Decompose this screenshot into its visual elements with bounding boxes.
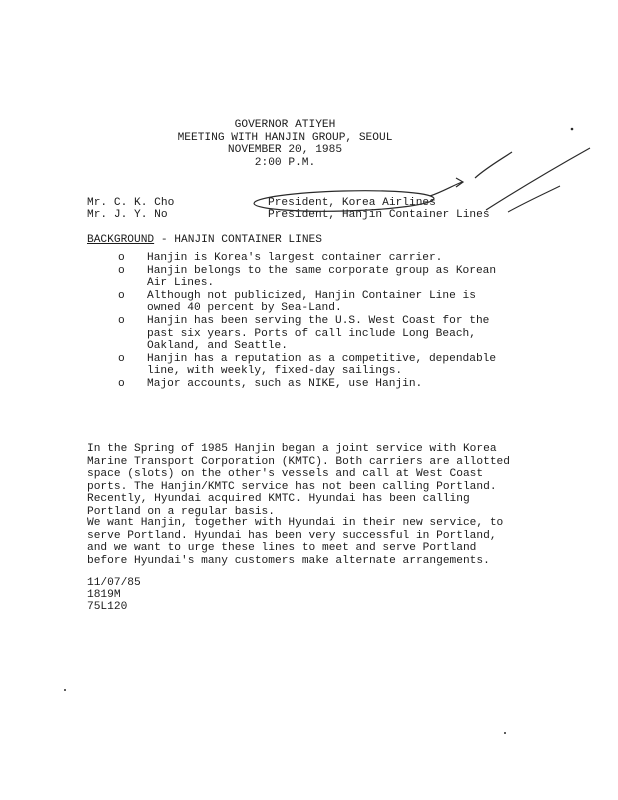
bullet-text: Hanjin is Korea's largest container carrier. bbox=[147, 252, 443, 264]
bullet-text: Hanjin has a reputation as a competitive, dependable line, with weekly, fixed-day sailings. bbox=[147, 352, 497, 378]
background-label: BACKGROUND bbox=[87, 234, 155, 246]
attendee-name-1: Mr. C. K. Cho bbox=[87, 197, 175, 209]
bullet-text: Major accounts, such as NIKE, use Hanjin. bbox=[147, 377, 423, 390]
background-subheading: - HANJIN CONTAINER LINES bbox=[154, 234, 322, 246]
footer-code-2: 75L120 bbox=[87, 601, 128, 613]
header-meeting: MEETING WITH HANJIN GROUP, SEOUL bbox=[177, 131, 393, 144]
header-date: NOVEMBER 20, 1985 bbox=[227, 144, 343, 157]
attendee-name-2: Mr. J. Y. No bbox=[87, 209, 168, 221]
attendee-title-2: President, Hanjin Container Lines bbox=[268, 209, 490, 221]
bullet-mark: o bbox=[118, 314, 125, 327]
ink-dot bbox=[64, 689, 66, 691]
header-time: 2:00 P.M. bbox=[254, 156, 316, 169]
bullet-mark: o bbox=[118, 377, 125, 390]
footer-code-1: 1819M bbox=[87, 589, 121, 601]
ink-dot bbox=[504, 732, 506, 734]
note-line-1 bbox=[475, 152, 512, 178]
paragraph-joint-service: In the Spring of 1985 Hanjin began a joint service with Korea Marine Transport Corporation (KMTC). Both carriers are allotted space (slots) on the other's vessels and call at West Coast ports. The Hanjin/KMTC service has not been calling Portland. Recently, Hyundai acquired KMTC. Hyundai has been calling Portland on a regular basis. bbox=[87, 443, 510, 518]
header-governor: GOVERNOR ATIYEH bbox=[234, 119, 336, 131]
bullet-mark: o bbox=[118, 352, 125, 365]
arrow-stroke bbox=[430, 182, 462, 196]
bullet-mark: o bbox=[118, 264, 125, 277]
ink-dot bbox=[571, 128, 574, 131]
underline-stroke bbox=[508, 186, 560, 212]
attendee-title-1: President, Korea Airlines bbox=[268, 197, 436, 209]
oval-mark bbox=[254, 189, 434, 214]
bullet-text: Although not publicized, Hanjin Container Line is owned 40 percent by Sea-Land. bbox=[147, 289, 476, 315]
bullet-text: Hanjin belongs to the same corporate group as Korean Air Lines. bbox=[147, 264, 497, 290]
paragraph-portland-goal: We want Hanjin, together with Hyundai in their new service, to serve Portland. Hyundai has been very successful in Portland, and we want to urge these lines to meet and serve Portland before Hyundai's many customers make alternate arrangements. bbox=[87, 517, 504, 567]
bullet-text: Hanjin has been serving the U.S. West Coast for the past six years. Ports of call include Long Beach, Oakland, and Seattle. bbox=[147, 314, 490, 353]
note-line-2 bbox=[486, 148, 590, 210]
bullet-mark: o bbox=[118, 252, 125, 264]
bullet-mark: o bbox=[118, 289, 125, 302]
footer-date: 11/07/85 bbox=[87, 577, 141, 589]
